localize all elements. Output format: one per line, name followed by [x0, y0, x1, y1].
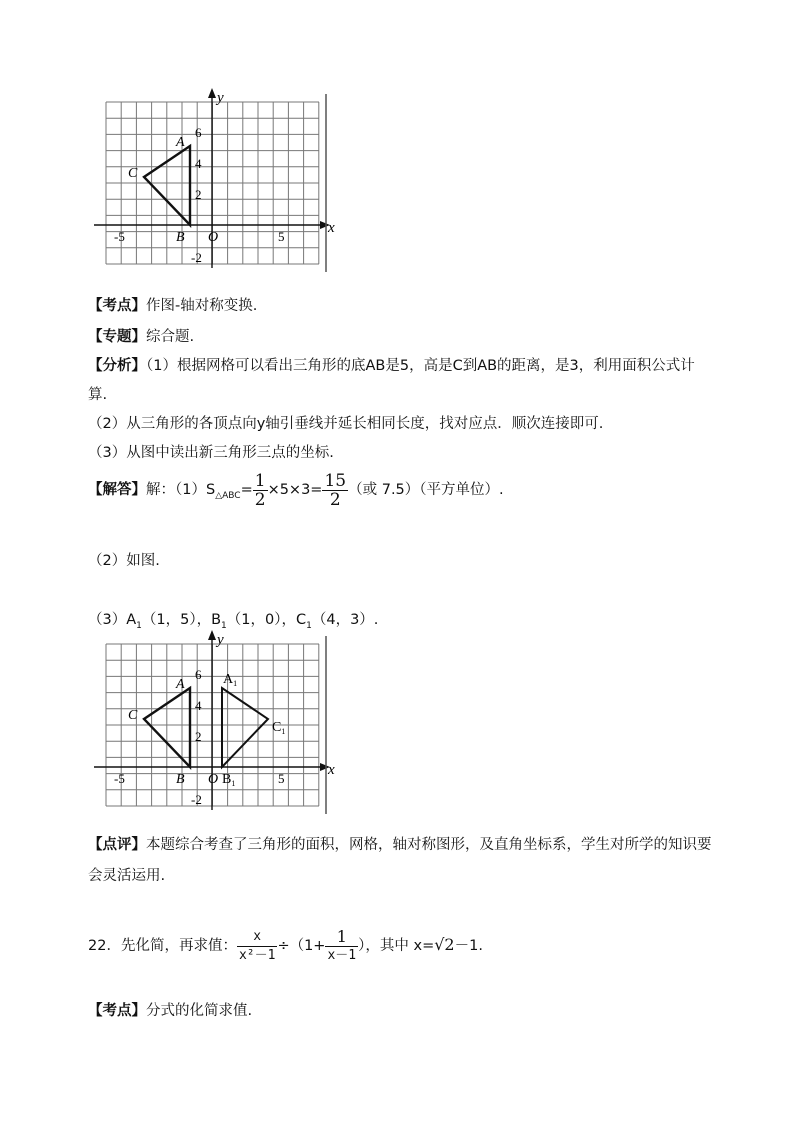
jieda-tag: 【解答】 [88, 482, 146, 498]
vertex-label-c1 [272, 720, 285, 736]
vertex-label-c1-sub: 1 [281, 727, 286, 736]
jieda-mid: ×5×3= [267, 482, 323, 498]
fraction-1-over-x-minus-1 [325, 928, 358, 965]
q22-line [88, 925, 483, 966]
fenxi-line-1b: 算. [88, 387, 108, 403]
tick-label-y-4: 4 [195, 698, 202, 713]
kaodian2-tag: 【考点】 [88, 1003, 146, 1019]
vertex-label-a: A [176, 135, 185, 150]
dianping-line-1 [88, 835, 712, 855]
jieda-prefix: 解：（1）S [146, 482, 216, 498]
fraction-denominator: x－1 [327, 947, 357, 963]
b1-coord: （1，0），C [226, 612, 307, 628]
jieda-suffix: （或 7.5）（平方单位）. [348, 482, 504, 498]
kaodian2-line [88, 1001, 252, 1021]
x-axis-label: x [328, 220, 335, 236]
kaodian2-text: 分式的化简求值. [146, 1003, 253, 1019]
fenxi-text-1: （1）根据网格可以看出三角形的底AB是5，高是C到AB的距离，是3，利用面积公式计 [146, 358, 695, 374]
dianping-tag: 【点评】 [88, 837, 146, 853]
x-axis-label: x [328, 762, 335, 778]
tick-label-x-neg5: -5 [114, 229, 125, 244]
kaodian-tag: 【考点】 [88, 298, 146, 314]
fraction-denominator: 2 [254, 489, 266, 510]
jieda-line [88, 470, 504, 512]
y-axis-label: y [217, 632, 224, 648]
fraction-x-over-x2-minus-1 [237, 928, 277, 965]
tick-label-x-neg5: -5 [114, 771, 125, 786]
tick-label-y-neg2: -2 [191, 250, 202, 265]
vertex-label-b1-sub: 1 [231, 779, 236, 788]
zhuanti-tag: 【专题】 [88, 329, 146, 345]
q22-close: ），其中 x= [358, 938, 435, 954]
fenxi-line-3: （3）从图中读出新三角形三点的坐标. [88, 445, 334, 461]
fraction-numerator: 15 [324, 470, 347, 491]
fenxi-line-2: （2）从三角形的各顶点向y轴引垂线并延长相同长度，找对应点．顺次连接即可. [88, 416, 604, 432]
tick-label-x-5: 5 [278, 771, 285, 786]
vertex-label-a: A [176, 677, 185, 692]
zhuanti-line [88, 327, 194, 347]
b1-subscript: 1 [221, 621, 227, 631]
c1-subscript: 1 [306, 621, 312, 631]
tick-label-y-2: 2 [195, 187, 202, 202]
tick-label-y-6: 6 [195, 667, 202, 682]
vertex-label-b1 [222, 772, 235, 788]
tick-label-y-4: 4 [195, 156, 202, 171]
fraction-denominator: 2 [329, 489, 341, 510]
fraction-fifteen-halves [322, 472, 348, 509]
part2-line: （2）如图. [88, 553, 160, 569]
c1-coord: （4，3）. [311, 612, 379, 628]
tick-label-y-6: 6 [195, 125, 202, 140]
q22-divide: ÷（1+ [277, 938, 326, 954]
fraction-numerator: 1 [325, 928, 358, 947]
fraction-denominator: x²－1 [238, 947, 276, 963]
dianping-line-2: 会灵活运用. [88, 868, 166, 884]
vertex-label-c1-letter: C [272, 720, 282, 735]
vertex-label-b: B [176, 772, 185, 787]
tick-label-x-5: 5 [278, 229, 285, 244]
part3-line [88, 610, 378, 632]
tick-label-y-2: 2 [195, 729, 202, 744]
coordinate-grid-figure-2 [92, 630, 342, 820]
vertex-label-a1 [223, 672, 237, 688]
q22-number: 22．先化简，再求值： [88, 938, 237, 954]
origin-label: O [208, 772, 219, 787]
vertex-label-b: B [176, 230, 185, 245]
q22-tail: －1. [454, 938, 483, 954]
a1-subscript: 1 [136, 621, 142, 631]
vertex-label-a1-sub: 1 [233, 679, 238, 688]
fraction-numerator: 1 [254, 470, 266, 491]
kaodian-text: 作图-轴对称变换. [146, 298, 258, 314]
fraction-numerator: x [237, 928, 277, 947]
origin-label: O [208, 230, 219, 245]
sqrt-two: √2 [434, 935, 455, 954]
jieda-subscript: △ABC [215, 491, 241, 501]
fenxi-tag: 【分析】 [88, 358, 146, 374]
y-axis-label: y [217, 90, 224, 106]
vertex-label-b1-letter: B [222, 772, 232, 787]
tick-label-y-neg2: -2 [191, 792, 202, 807]
fenxi-line-1 [88, 356, 695, 376]
vertex-label-c: C [128, 166, 138, 181]
zhuanti-text: 综合题. [146, 329, 195, 345]
dianping-text-1: 本题综合考查了三角形的面积，网格，轴对称图形，及直角坐标系，学生对所学的知识要 [146, 837, 712, 853]
coordinate-grid-figure-1 [92, 88, 342, 278]
jieda-eq: = [240, 482, 253, 498]
a1-coord: （1，5），B [141, 612, 222, 628]
fraction-one-half [253, 472, 268, 509]
vertex-label-a1-letter: A [223, 672, 234, 687]
part3-pre: （3）A [88, 612, 137, 628]
vertex-label-c: C [128, 708, 138, 723]
kaodian-line [88, 296, 257, 316]
